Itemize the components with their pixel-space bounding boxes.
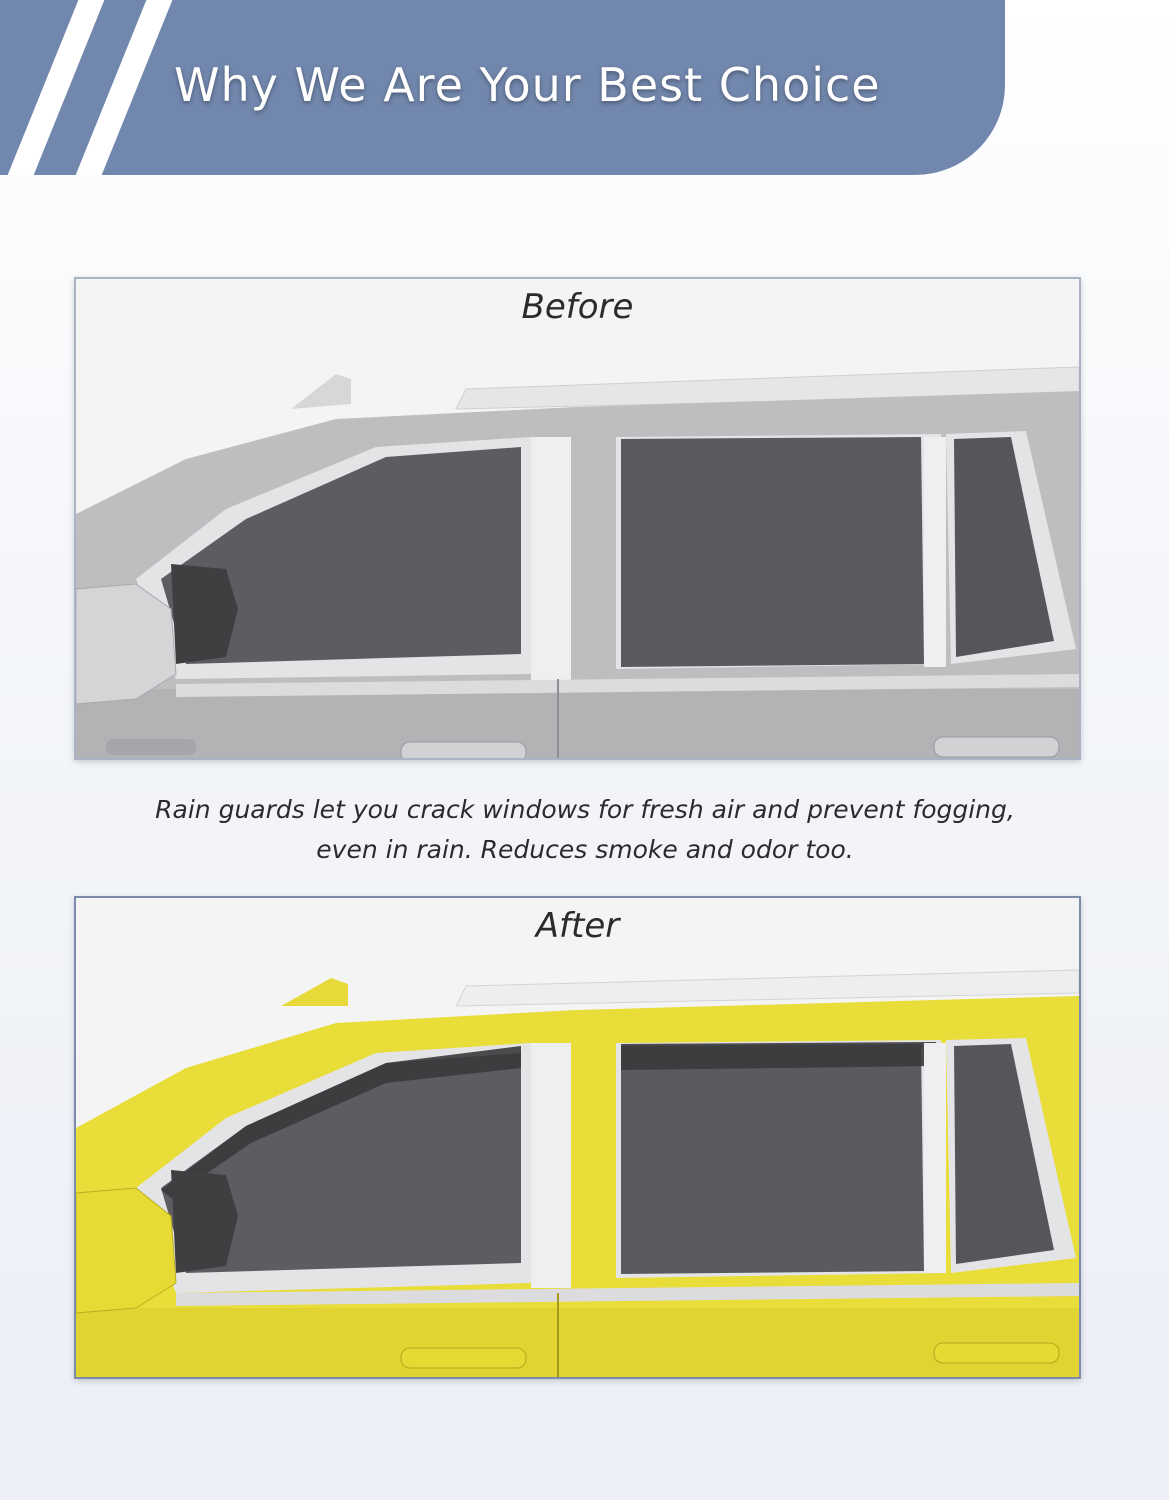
before-car-illustration (76, 279, 1079, 758)
before-panel (74, 277, 1081, 760)
header-banner (0, 0, 1005, 175)
before-label: Before (521, 287, 634, 327)
banner-title: Why We Are Your Best Choice (174, 58, 881, 112)
caption-line: Rain guards let you crack windows for fresh air and prevent fogging, (155, 795, 1015, 824)
after-label: After (535, 906, 620, 946)
caption-line: even in rain. Reduces smoke and odor too. (316, 835, 854, 864)
caption (60, 790, 1110, 870)
after-panel (74, 896, 1081, 1379)
after-car-illustration (76, 898, 1079, 1377)
